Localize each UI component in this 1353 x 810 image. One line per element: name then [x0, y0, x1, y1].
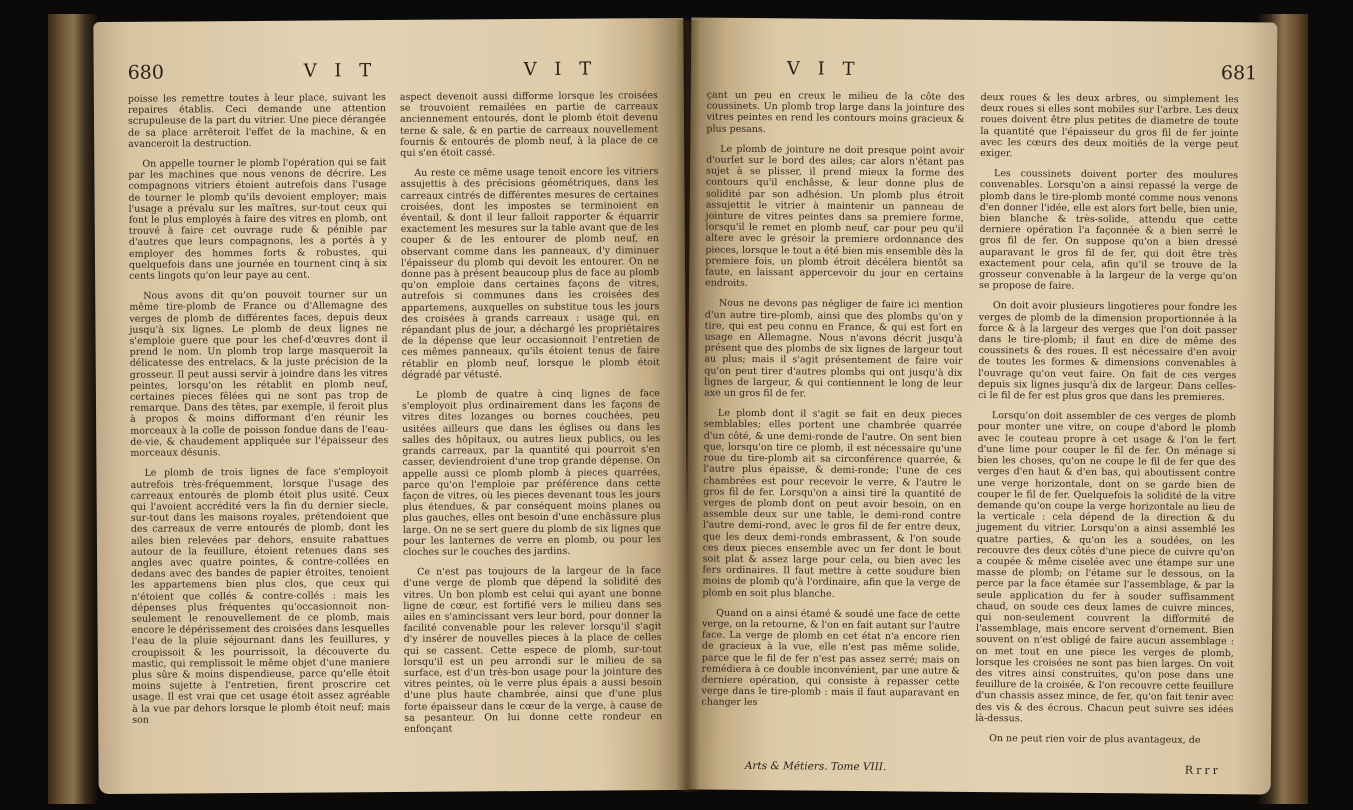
right-column-b [975, 92, 1239, 755]
right-column-a [701, 90, 964, 720]
footer-title: Arts & Métiers. Tome VIII. [744, 759, 887, 774]
paragraph: Le plomb de quatre à cinq lignes de face s'employoit plus ordinairement dans les façons de vitres dites lozanges ou bornes couchées, peu usitées ailleurs que dans les églises ou dans les salles des hôpitaux, ou autres lieux publics, ou les grands carreaux, par la quantité qui pourroit s'en casser, deviendroient d'une trop grande dépense. On appelle aussi ce plomb plomb à pieces quarrées, parce qu'on l'emploie par préférence dans cette façon de vitres, où les pieces devenant tous les jours plus étendues, & par conséquent moins planes ou plus gauches, elles ont besoin d'une enchâssure plus large. On ne se sert guere du plomb de six lignes que pour les lanternes de verre en plomb, ou pour les cloches sur le couches des jardins. [401, 388, 661, 558]
signature-mark: Rrrr [1184, 763, 1221, 778]
book-gutter [676, 20, 700, 792]
paragraph: Au reste ce même usage tenoit encore les vitriers assujettis à des précisions géométriques, dans les carreaux cintrés de différentes mesures de certaines croisées, dont les impostes se terminoient en éventail, & dont il leur falloit rapporter & équarrir exactement les mesures sur la table avant que de les couper & de les entourer de plomb neuf, en observant comme dans les panneaux, d'y diminuer l'épaisseur du plomb qui devoit les entourer. On ne donne pas à présent beaucoup plus de face au plomb qu'on emploie dans certaines façons de vitres, autrefois si communes dans les croisées des appartemens, auxquelles on substitue tous les jours des croisées à grands carreaux : usage qui, en répandant plus de jour, a déchargé les propriétaires de la dépense que leur occasionnoit l'entretien de ces mêmes panneaux, qu'ils étoient tenus de faire rétablir en plomb neuf, lorsque le plomb étoit dégradé par vétusté. [400, 166, 660, 381]
left-page [93, 18, 688, 794]
left-running-head-second: V I T [523, 58, 598, 81]
paragraph: Le plomb de jointure ne doit presque point avoir d'ourlet sur le bord des ailes; car alors n'étant pas sujet à se plisser, il prend mieux la forme des contours qu'il enchâsse, & leur donne plus de solidité par son adhésion. Un plomb plus étroit assujettit le vitrier à maintenir un panneau de jointure de vitres peintes dans sa premiere forme, lorsqu'il le remet en plomb neuf, car pour peu qu'il altere avec le grésoir la premiere ordonnance des pieces, lorsque le tout a été bien mis ensemble dès la premiere fois, un plomb étroit décélera bientôt sa faute, en laissant appercevoir du jour en certains endroits. [705, 143, 965, 290]
paragraph: On appelle tourner le plomb l'opération qui se fait par les machines que nous venons de décrire. Les compagnons vitriers étoient autrefois dans l'usage de tourner le plomb qu'ils devoient employer; mais l'usage a prévalu sur les maîtres, sur-tout ceux qui font le plus employés à faire des vitres en plomb, ont trouvé à faire cet ouvrage rude & pénible par d'autres que leurs compagnons, les a portés à y employer des hommes forts & robustes, qui quelquefois dans une journée en tournent cinq à six cents lingots qu'on leur paye au cent. [128, 157, 388, 282]
paragraph: deux roues & les deux arbres, ou simplement les deux roues si elles sont mobiles sur l'arbre. Les deux roues doivent être plus petites de diametre de toute la quantité que l'épaisseur du gros fil de fer jointe avec les cœurs des deux moitiés de la verge peut exiger. [980, 91, 1239, 160]
paragraph: Quand on a ainsi étamé & soudé une face de cette verge, on la retourne, & l'on en fait autant sur l'autre face. La verge de plomb en cet état n'a encore rien de gracieux à la vue, elle n'est pas même solide, parce que le fil de fer n'est pas assez serré; mais on remédiera à ce double inconvénient, par une autre & derniere opération, qui consiste à repasser cette verge dans le tire-plomb : mais il faut auparavant en changer les [701, 607, 961, 709]
right-page [685, 17, 1278, 794]
right-running-head: V I T [786, 58, 861, 80]
paragraph: Ce n'est pas toujours de la largeur de la face d'une verge de plomb que dépend la solidité des vitres. Un bon plomb est celui qui ayant une bonne ligne de cœur, est fortifié vers le milieu dans ses ailes en s'amincissant vers leur bord, pour donner la facilité convenable pour les relever lorsqu'il s'agit d'y insérer de nouvelles pieces à la place de celles qui se cassent. Cette espece de plomb, sur-tout lorsqu'il est un peu arrondi sur le milieu de sa surface, est d'un très-bon usage pour la jointure des vitres peintes, où le verre plus épais a aussi besoin d'une plus haute chambrée, ainsi que d'une plus forte épaisseur dans le cœur de la verge, à cause de sa pesanteur. On lui donne cette rondeur en enfonçant [403, 565, 663, 735]
paragraph: Le plomb dont il s'agit se fait en deux pieces semblables; elles portent une chambrée quarrée d'un côté, & une demi-ronde de l'autre. On sent bien que, lorsqu'on tire ce plomb, il est nécessaire qu'une roue du tire-plomb ait sa circonférence quarrée, & l'autre plus épaisse, & demi-ronde; l'une de ces chambrées est pour recevoir le verre, & l'autre le gros fil de fer. Lorsqu'on a ainsi tiré la quantité de verges de plomb dont on peut avoir besoin, on en assemble deux sur une table, le demi-rond contre l'autre demi-rond, avec le gros fil de fer entre deux, que les deux demi-ronds embrassent, & l'on soude ces deux pieces ensemble avec un fer dont le bout soit plat & assez large pour cela, ou bien avec les fers ordinaires. Il faut mettre à cette soudure bien moins de plomb qu'à l'ordinaire, afin que la verge de plomb en soit plus blanche. [702, 407, 962, 600]
paragraph: Nous ne devons pas négliger de faire ici mention d'un autre tire-plomb, ainsi que des plombs qu'on y tire, qui est peu connu en France, & qui est fort en usage en Allemagne. Nous n'avons décrit jusqu'à présent que des plombs de six lignes de largeur tout au plus; mais il s'agit présentement de faire voir qu'on peut tirer d'autres plombs qui ont jusqu'à dix lignes de largeur, & qui contiennent le long de leur axe un gros fil de fer. [704, 298, 963, 400]
paragraph: Les coussinets doivent porter des moulures convenables. Lorsqu'on a ainsi repassé la verge de plomb dans le tire-plomb monté comme nous venons d'en donner l'idée, elle est alors fort belle, bien unie, bien blanche & très-solide, attendu que cette derniere opération l'a façonnée & a bien serré le gros fil de fer. On suppose qu'on a bien dressé auparavant le gros fil de fer, qui doit être très exactement pour cela, afin qu'il se trouve de la grosseur convenable à la largeur de la verge qu'on se propose de faire. [979, 168, 1239, 293]
left-column-a [128, 92, 390, 735]
paragraph: On doit avoir plusieurs lingotieres pour fondre les verges de plomb de la dimension proportionnée à la force & à la largeur des verges que l'on doit passer dans le tire-plomb; il faut en dire de même des coussinets & des roues. Il est nécessaire d'en avoir de toutes les formes & dimensions convenables à l'ouvrage qu'on veut faire. On fait de ces verges depuis six lignes jusqu'à dix de largeur. Dans celles-ci le fil de fer est plus gros que dans les premieres. [978, 300, 1237, 404]
left-running-head: V I T [303, 60, 378, 82]
paragraph: aspect devenoit aussi difforme lorsque les croisées se trouvoient remailées en partie de carreaux anciennement entourés, dont le plomb étoit devenu terne & sale, & en partie de carreaux nouvellement fournis & entourés de plomb neuf, à la place de ce qui s'en étoit cassé. [399, 90, 659, 159]
left-column-b [400, 90, 663, 744]
paragraph: Le plomb de trois lignes de face s'employoit autrefois très-fréquemment, lorsque l'usage des carreaux entourés de plomb étoit plus usité. Ceux qui l'avoient accrédité vers la fin du dernier siecle, sur-tout dans les maisons royales, prétendoient que des carreaux de verre entourés de plomb, dont les ailes bien relevées par dehors, ensuite rabattues autour de la feuillure, étoient retenues dans ses angles avec quatre pointes, & contre-collées en dedans avec des bandes de papier étroites, tenoient les appartemens bien plus clos, que ceux qui n'étoient que collés & contre-collés : mais les dépenses plus fréquentes qu'occasionnoit non-seulement le renouvellement de ce plomb, mais encore le dépérissement des croisées dans lesquelles l'eau de la pluie séjournant dans les feuillures, y croupissoit & les pourrissoit, la découverte du mastic, qui remplissoit le même objet d'une maniere plus sûre & moins dispendieuse, parce qu'elle étoit moins sujette à l'entretien, firent proscrire cet usage. Il est vrai que cet usage étoit assez agréable à la vue par dehors lorsque le plomb étoit neuf; mais son [130, 466, 391, 726]
paragraph: çant un peu en creux le milieu de la côte des coussinets. Un plomb trop large dans la jointure des vitres peintes en rend les contours moins gracieux & plus pesans. [706, 89, 965, 135]
left-page-number: 680 [127, 61, 165, 84]
paragraph: Lorsqu'on doit assembler de ces verges de plomb pour monter une vitre, on coupe d'abord le plomb avec le couteau propre à cet usage & l'on le fert d'une lime pour couper le fil de fer. On ménage si bien les choses, qu'on ne coupe le fil de fer que des verges d'en haut & d'en bas, qui aboutissent contre une verge horizontale, dont on se garde bien de couper le fil de fer. Quelquefois la solidité de la vitre demande qu'on coupe la verge horizontale au lieu de la verticale : cela dépend de la direction & du jugement du vitrier. Lorsqu'on a ainsi assemblé les quatre parties, & qu'on les a soudées, on les recouvre des deux côtés d'une piece de cuivre qu'on a coupée & même ciselée avec une étampe sur une masse de plomb; on l'étame sur le dessous, on la perce par la face étamée sur l'assemblage, & par la seule application du fer à souder suffisamment chaud, on soude ces deux lames de cuivre minces, qui non-seulement couvrent la difformité de l'assemblage, mais encore servent d'ornement. Bien souvent on n'est obligé de faire aucun assemblage : on met tout en une piece les verges de plomb, lorsque les croisées ne sont pas bien larges. On voit des vitres ainsi construites, qu'on pose dans une feuillure de la croisée, & l'on recouvre cette feuillure d'un chassis assez mince, de fer, qu'on fait tenir avec des vis & des écrous. Chacun peut suivre ses idées là-dessus. [975, 410, 1236, 725]
paragraph: Nous avons dit qu'on pouvoit tourner sur un même tire-plomb de France ou d'Allemagne des verges de plomb de différentes faces, depuis deux jusqu'à six lignes. Le plomb de deux lignes ne s'emploie guere que pour les chef-d'œuvres dont il prend le nom. Un plomb trop large masqueroit la délicatesse des entrelacs, & la juste précision de la grosseur. Il peut aussi servir à joindre dans les vitres peintes, lorsqu'on les rétablit en plomb neuf, certaines pieces fêlées qui ne sont pas trop de remarque. Dans des têtes, par exemple, il feroit plus à propos & moins difformant d'en réunir les morceaux à la colle de poisson fondue dans de l'eau-de-vie, & chaudement appliquée sur l'épaisseur des morceaux désunis. [129, 289, 389, 459]
paragraph: On ne peut rien voir de plus avantageux, de [989, 733, 1201, 746]
right-page-number: 681 [1220, 62, 1258, 85]
paragraph: poisse les remettre toutes à leur place, suivant les repaires établis. Ceci demande une attention scrupuleuse de la part du vitrier. Une piece dérangée de sa place arrêteroit l'effet de la machine, & en avanceroit la destruction. [127, 92, 387, 150]
